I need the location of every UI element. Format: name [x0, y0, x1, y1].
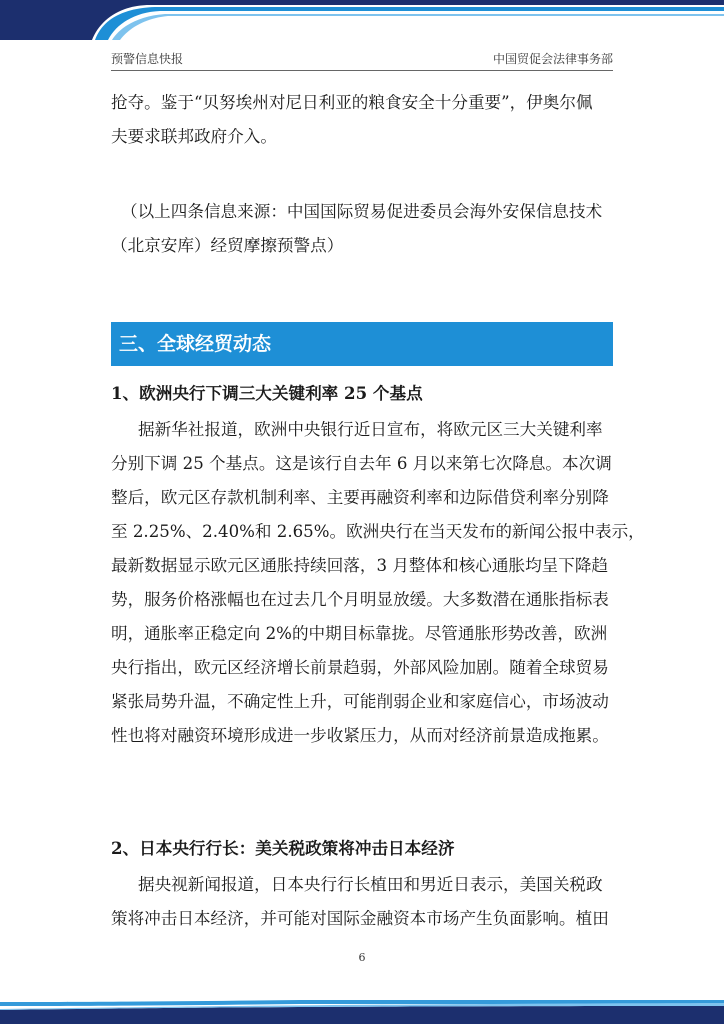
bottom-decorative-swoosh [0, 984, 724, 1024]
text-line: 势，服务价格涨幅也在过去几个月明显放缓。大多数潜在通胀指标表 [111, 590, 609, 609]
text-line: 性也将对融资环境形成进一步收紧压力，从而对经济前景造成拖累。 [111, 726, 609, 745]
page-header [111, 50, 613, 70]
header-right-org: 中国贸促会法律事务部 [492, 52, 613, 66]
article-heading-2: 2、日本央行行长：美关税政策将冲击日本经济 [111, 838, 455, 858]
text-line: 抢夺。鉴于“贝努埃州对尼日利亚的粮食安全十分重要”，伊奥尔佩 [111, 93, 593, 112]
text-line: 策将冲击日本经济，并可能对国际金融资本市场产生负面影响。植田 [111, 909, 609, 928]
article-body-2 [111, 868, 613, 936]
article-heading-1: 1、欧洲央行下调三大关键利率 25 个基点 [111, 383, 423, 403]
header-left-title: 预警信息快报 [111, 52, 184, 66]
source-note [111, 195, 613, 263]
section-title-band: 三、全球经贸动态 [111, 322, 613, 366]
text-line: 整后，欧元区存款机制利率、主要再融资利率和边际借贷利率分别降 [111, 488, 609, 507]
article-body-1 [111, 413, 645, 753]
page-number: 6 [358, 951, 366, 964]
top-decorative-swoosh [0, 0, 724, 40]
text-line: 最新数据显示欧元区通胀持续回落，3 月整体和核心通胀均呈下降趋 [111, 556, 609, 575]
text-line: 紧张局势升温，不确定性上升，可能削弱企业和家庭信心，市场波动 [111, 692, 609, 711]
text-line: 至 2.25%、2.40%和 2.65%。欧洲央行在当天发布的新闻公报中表示， [111, 522, 645, 541]
paragraph-continued [111, 86, 613, 154]
text-line: （以上四条信息来源：中国国际贸易促进委员会海外安保信息技术 [121, 202, 603, 221]
text-line: 明，通胀率正稳定向 2%的中期目标靠拢。尽管通胀形势改善，欧洲 [111, 624, 608, 643]
text-line: 夫要求联邦政府介入。 [111, 127, 277, 146]
text-line: 据央视新闻报道，日本央行行长植田和男近日表示，美国关税政 [138, 875, 603, 894]
text-line: 分别下调 25 个基点。这是该行自去年 6 月以来第七次降息。本次调 [111, 454, 612, 473]
header-divider [111, 70, 613, 71]
text-line: 据新华社报道，欧洲中央银行近日宣布，将欧元区三大关键利率 [138, 420, 603, 439]
text-line: （北京安库）经贸摩擦预警点） [111, 236, 344, 255]
text-line: 央行指出，欧元区经济增长前景趋弱，外部风险加剧。随着全球贸易 [111, 658, 609, 677]
